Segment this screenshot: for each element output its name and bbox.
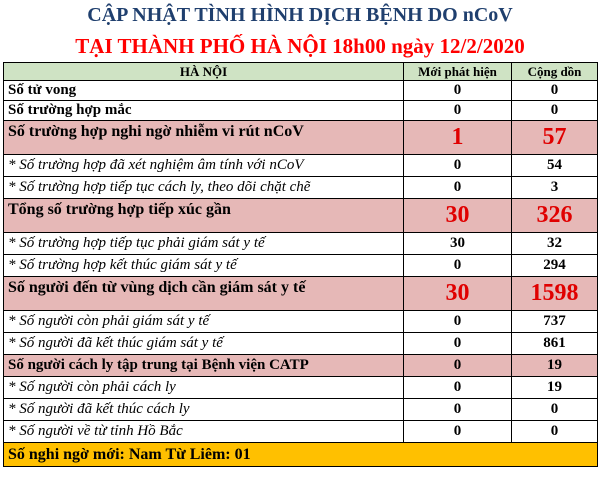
column-header-region: HÀ NỘI	[4, 63, 404, 81]
row-label: * Số người còn phải giám sát y tế	[4, 311, 404, 333]
row-total-value: 32	[512, 233, 598, 255]
column-header-total: Cộng dồn	[512, 63, 598, 81]
row-total-value: 54	[512, 155, 598, 177]
row-label: * Số trường hợp kết thúc giám sát y tế	[4, 255, 404, 277]
table-row	[4, 311, 598, 333]
row-new-value: 0	[404, 355, 512, 377]
row-total-value: 0	[512, 101, 598, 121]
row-label: * Số người đã kết thúc giám sát y tế	[4, 333, 404, 355]
table-row	[4, 155, 598, 177]
row-new-value: 0	[404, 311, 512, 333]
table-row	[4, 421, 598, 443]
row-label: Số trường hợp nghi ngờ nhiễm vi rút nCoV	[4, 121, 404, 155]
row-total-value: 57	[512, 121, 598, 155]
row-total-value: 0	[512, 421, 598, 443]
row-total-value: 3	[512, 177, 598, 199]
table-row-highlighted	[4, 355, 598, 377]
table-row	[4, 81, 598, 101]
statistics-table	[3, 62, 598, 467]
table-row	[4, 255, 598, 277]
table-row-highlighted	[4, 277, 598, 311]
table-row-highlighted	[4, 121, 598, 155]
table-row	[4, 377, 598, 399]
row-label: Số trường hợp mắc	[4, 101, 404, 121]
row-new-value: 30	[404, 277, 512, 311]
row-label: Tổng số trường hợp tiếp xúc gần	[4, 199, 404, 233]
row-new-value: 0	[404, 155, 512, 177]
row-new-value: 0	[404, 255, 512, 277]
row-label: * Số người còn phải cách ly	[4, 377, 404, 399]
row-new-value: 0	[404, 177, 512, 199]
row-label: * Số trường hợp tiếp tục phải giám sát y tế	[4, 233, 404, 255]
row-label: * Số trường hợp tiếp tục cách ly, theo dõi chặt chẽ	[4, 177, 404, 199]
report-title: CẬP NHẬT TÌNH HÌNH DỊCH BỆNH DO nCoV	[87, 4, 513, 26]
row-new-value: 30	[404, 199, 512, 233]
row-total-value: 861	[512, 333, 598, 355]
row-label: Số người cách ly tập trung tại Bệnh viện CATP	[4, 355, 404, 377]
row-label: * Số người đã kết thúc cách ly	[4, 399, 404, 421]
row-label: Số người đến từ vùng dịch cần giám sát y tế	[4, 277, 404, 311]
table-row	[4, 233, 598, 255]
table-header-row	[4, 63, 598, 81]
row-label: * Số người về từ tỉnh Hồ Bắc	[4, 421, 404, 443]
new-suspected-note: Số nghi ngờ mới: Nam Từ Liêm: 01	[4, 443, 598, 467]
row-new-value: 1	[404, 121, 512, 155]
row-total-value: 19	[512, 377, 598, 399]
row-total-value: 0	[512, 81, 598, 101]
row-total-value: 1598	[512, 277, 598, 311]
row-label: * Số trường hợp đã xét nghiệm âm tính với nCoV	[4, 155, 404, 177]
report-subtitle: TẠI THÀNH PHỐ HÀ NỘI 18h00 ngày 12/2/2020	[75, 34, 525, 58]
row-total-value: 0	[512, 399, 598, 421]
row-new-value: 0	[404, 399, 512, 421]
row-total-value: 294	[512, 255, 598, 277]
row-new-value: 0	[404, 101, 512, 121]
footer-row	[4, 443, 598, 467]
column-header-new: Mới phát hiện	[404, 63, 512, 81]
row-new-value: 0	[404, 81, 512, 101]
row-total-value: 19	[512, 355, 598, 377]
table-row	[4, 101, 598, 121]
table-row-highlighted	[4, 199, 598, 233]
row-total-value: 326	[512, 199, 598, 233]
row-total-value: 737	[512, 311, 598, 333]
table-row	[4, 177, 598, 199]
row-new-value: 30	[404, 233, 512, 255]
row-label: Số tử vong	[4, 81, 404, 101]
table-row	[4, 333, 598, 355]
row-new-value: 0	[404, 421, 512, 443]
row-new-value: 0	[404, 377, 512, 399]
table-row	[4, 399, 598, 421]
row-new-value: 0	[404, 333, 512, 355]
